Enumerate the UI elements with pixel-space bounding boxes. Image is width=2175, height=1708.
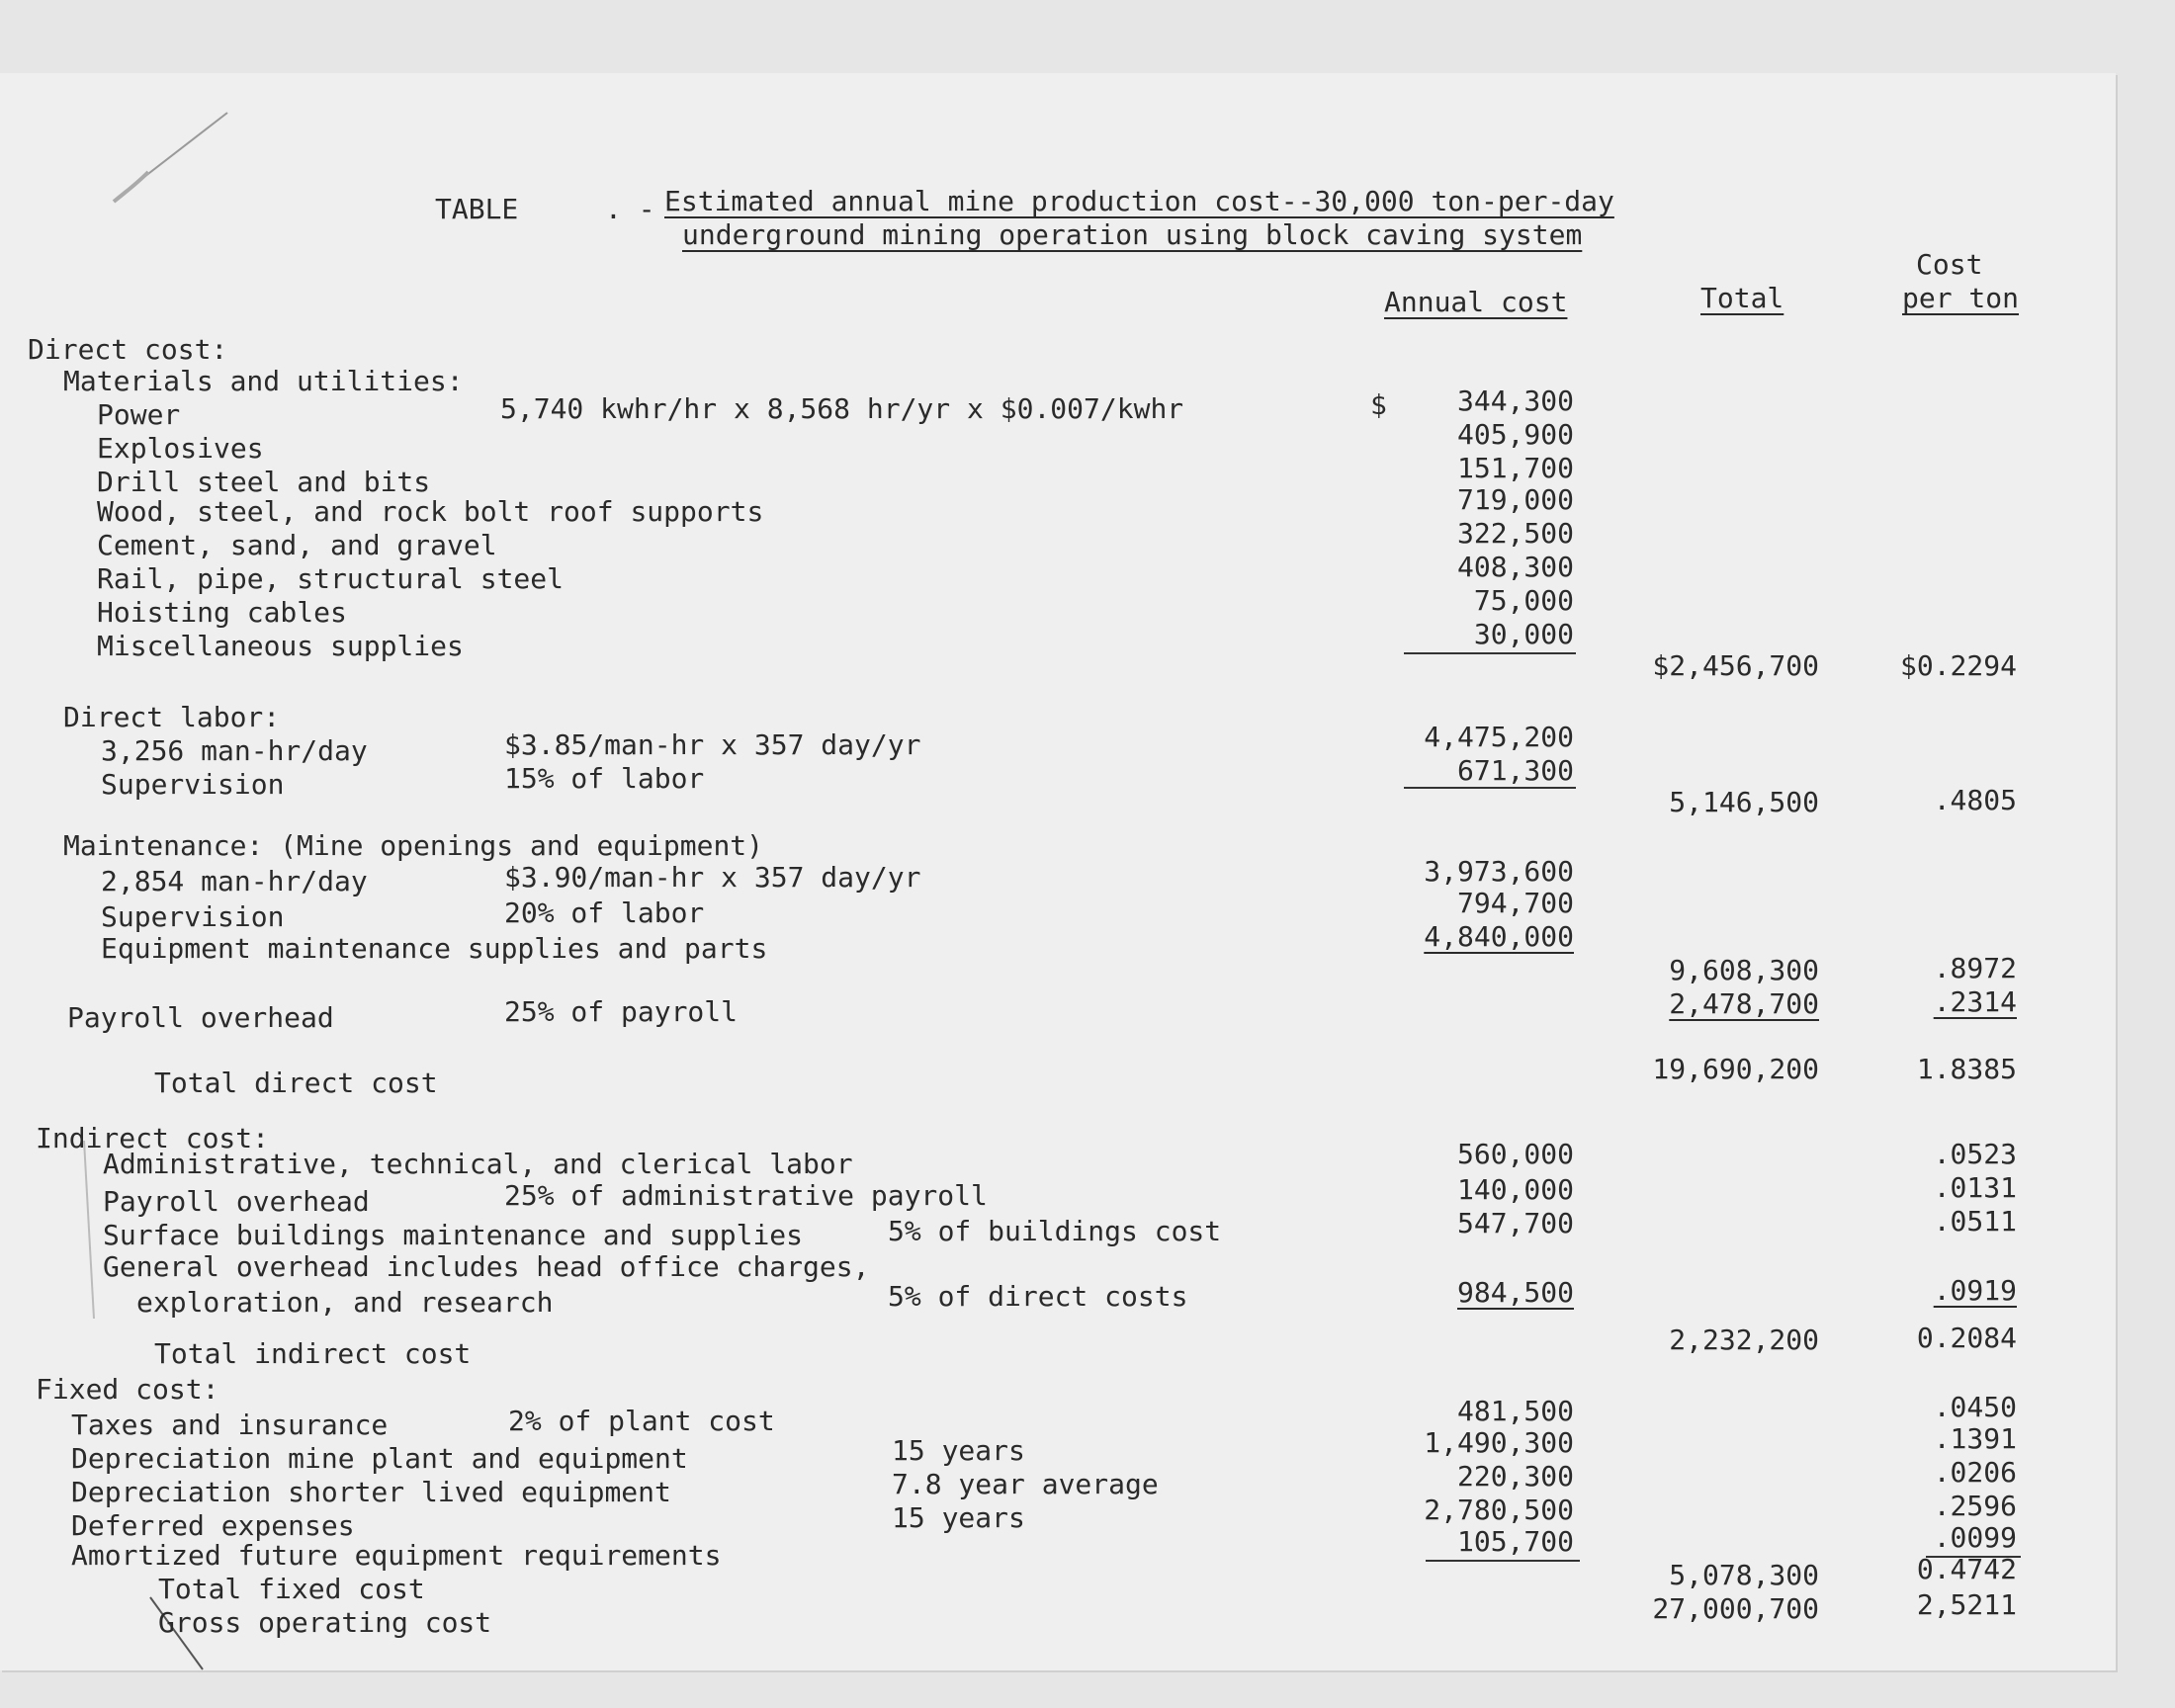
item-label: Surface buildings maintenance and supplies (103, 1219, 804, 1251)
gross-operating-cost-label: Gross operating cost (158, 1606, 492, 1639)
item-basis: 2% of plant cost (508, 1405, 775, 1437)
subtotal-rule (1426, 1560, 1580, 1562)
annual-cost-value: 560,000 (1456, 1138, 1574, 1170)
subtotal-total: 2,478,700 (1669, 987, 1819, 1020)
per-ton-value: .0523 (1933, 1138, 2017, 1170)
total-fixed-cost-per-ton: 0.4742 (1916, 1553, 2017, 1585)
total-indirect-cost-per-ton: 0.2084 (1916, 1322, 2017, 1354)
subtotal-per-ton: .2314 (1933, 985, 2017, 1018)
total-fixed-cost-label: Total fixed cost (158, 1573, 425, 1605)
per-ton-value: .1391 (1933, 1422, 2017, 1455)
section-heading-fixed-cost: Fixed cost: (36, 1373, 219, 1406)
per-ton-value: .2596 (1933, 1490, 2017, 1522)
item-label: Taxes and insurance (71, 1409, 389, 1441)
per-ton-value: .0511 (1933, 1205, 2017, 1238)
annual-cost-value: 1,490,300 (1424, 1426, 1574, 1459)
item-label: Cement, sand, and gravel (97, 529, 497, 561)
item-label: 3,256 man-hr/day (101, 734, 368, 767)
subtotal-per-ton: .8972 (1933, 952, 2017, 984)
item-basis: 20% of labor (504, 897, 705, 929)
item-label: Miscellaneous supplies (97, 630, 464, 662)
subsection-maintenance: Maintenance: (Mine openings and equipment) (63, 829, 764, 862)
item-label-continued: exploration, and research (136, 1286, 554, 1319)
col-header-annual-cost: Annual cost (1384, 286, 1568, 318)
item-label: Explosives (97, 432, 264, 465)
col-header-total: Total (1700, 282, 1784, 314)
gross-operating-cost-per-ton: 2,5211 (1916, 1588, 2017, 1621)
annual-cost-value: 322,500 (1456, 517, 1574, 550)
item-basis: 5% of buildings cost (888, 1215, 1222, 1247)
item-basis: $3.90/man-hr x 357 day/yr (504, 861, 921, 894)
section-heading-direct-cost: Direct cost: (28, 333, 228, 366)
annual-cost-value: 220,300 (1456, 1460, 1574, 1493)
annual-cost-value: 105,700 (1456, 1525, 1574, 1558)
item-label: Depreciation mine plant and equipment (71, 1442, 688, 1475)
total-indirect-cost-value: 2,232,200 (1669, 1324, 1819, 1356)
annual-cost-value: 151,700 (1456, 452, 1574, 484)
item-basis: 15 years (892, 1501, 1025, 1534)
item-label: Payroll overhead (67, 1001, 334, 1034)
annual-cost-value: 4,840,000 (1424, 920, 1574, 953)
item-label: Hoisting cables (97, 596, 347, 629)
item-label: Deferred expenses (71, 1509, 355, 1542)
pen-stroke-mark (109, 103, 247, 212)
total-direct-cost-per-ton: 1.8385 (1916, 1053, 2017, 1085)
annual-cost-value: 140,000 (1456, 1173, 1574, 1206)
per-ton-value: .0206 (1933, 1456, 2017, 1489)
annual-cost-value: 2,780,500 (1424, 1494, 1574, 1526)
item-label: Depreciation shorter lived equipment (71, 1476, 671, 1508)
item-label: Equipment maintenance supplies and parts (101, 932, 768, 965)
annual-cost-value: 984,500 (1456, 1276, 1574, 1309)
item-label: Payroll overhead (103, 1185, 370, 1218)
item-label: Rail, pipe, structural steel (97, 562, 565, 595)
annual-cost-value: 794,700 (1456, 887, 1574, 919)
table-title-line-2: underground mining operation using block caving system (682, 218, 1583, 251)
annual-cost-value: 75,000 (1473, 584, 1574, 617)
item-basis: 25% of administrative payroll (504, 1179, 988, 1212)
annual-cost-value: 4,475,200 (1424, 721, 1574, 753)
item-label: General overhead includes head office charges, (103, 1250, 870, 1283)
table-label: TABLE (435, 193, 519, 225)
item-label: Drill steel and bits (97, 466, 431, 498)
total-direct-cost-value: 19,690,200 (1652, 1053, 1819, 1085)
total-fixed-cost-value: 5,078,300 (1669, 1559, 1819, 1591)
item-label: Amortized future equipment requirements (71, 1539, 722, 1572)
item-label: Supervision (101, 768, 285, 801)
annual-cost-value: 3,973,600 (1424, 855, 1574, 888)
total-indirect-cost-label: Total indirect cost (154, 1337, 472, 1370)
annual-cost-value: 405,900 (1456, 418, 1574, 451)
annual-cost-value: 30,000 (1473, 618, 1574, 650)
annual-cost-value: 344,300 (1456, 384, 1574, 417)
item-label: Wood, steel, and rock bolt roof supports (97, 495, 764, 528)
annual-cost-value: 547,700 (1456, 1207, 1574, 1239)
item-label: Administrative, technical, and clerical labor (103, 1148, 853, 1180)
per-ton-value: .0131 (1933, 1171, 2017, 1204)
currency-symbol: $ (1370, 388, 1387, 421)
table-title-line-1: Estimated annual mine production cost--30,000 ton-per-day (664, 185, 1614, 217)
per-ton-value: .0450 (1933, 1391, 2017, 1423)
item-basis: 25% of payroll (504, 995, 739, 1028)
subtotal-per-ton: $0.2294 (1899, 649, 2017, 682)
subsection-materials-utilities: Materials and utilities: (63, 365, 464, 397)
title-dash: . - (605, 193, 655, 225)
gross-operating-cost-value: 27,000,700 (1652, 1592, 1819, 1625)
annual-cost-value: 408,300 (1456, 551, 1574, 583)
item-basis: 5% of direct costs (888, 1280, 1188, 1313)
col-header-cost-per-ton-line-2: per ton (1902, 282, 2020, 314)
item-basis: 15% of labor (504, 762, 705, 795)
annual-cost-value: 671,300 (1456, 754, 1574, 787)
subtotal-total: $2,456,700 (1652, 649, 1819, 682)
annual-cost-value: 481,500 (1456, 1395, 1574, 1427)
subtotal-per-ton: .4805 (1933, 784, 2017, 816)
per-ton-value: .0919 (1933, 1274, 2017, 1307)
total-direct-cost-label: Total direct cost (154, 1067, 438, 1099)
item-label: Power (97, 398, 181, 431)
margin-mark (59, 1131, 109, 1328)
item-basis: 7.8 year average (892, 1468, 1159, 1500)
item-basis: $3.85/man-hr x 357 day/yr (504, 728, 921, 761)
col-header-cost-per-ton-line-1: Cost (1916, 248, 1983, 281)
item-basis: 15 years (892, 1434, 1025, 1467)
subtotal-rule (1404, 787, 1576, 789)
item-label: 2,854 man-hr/day (101, 865, 368, 897)
subsection-direct-labor: Direct labor: (63, 701, 281, 733)
subtotal-total: 5,146,500 (1669, 786, 1819, 818)
subtotal-rule (1404, 652, 1576, 654)
section-heading-indirect-cost: Indirect cost: (36, 1122, 270, 1154)
per-ton-value: .0099 (1933, 1521, 2017, 1554)
item-label: Supervision (101, 900, 285, 933)
subtotal-total: 9,608,300 (1669, 954, 1819, 986)
item-basis: 5,740 kwhr/hr x 8,568 hr/yr x $0.007/kwhr (500, 392, 1184, 425)
annual-cost-value: 719,000 (1456, 483, 1574, 516)
